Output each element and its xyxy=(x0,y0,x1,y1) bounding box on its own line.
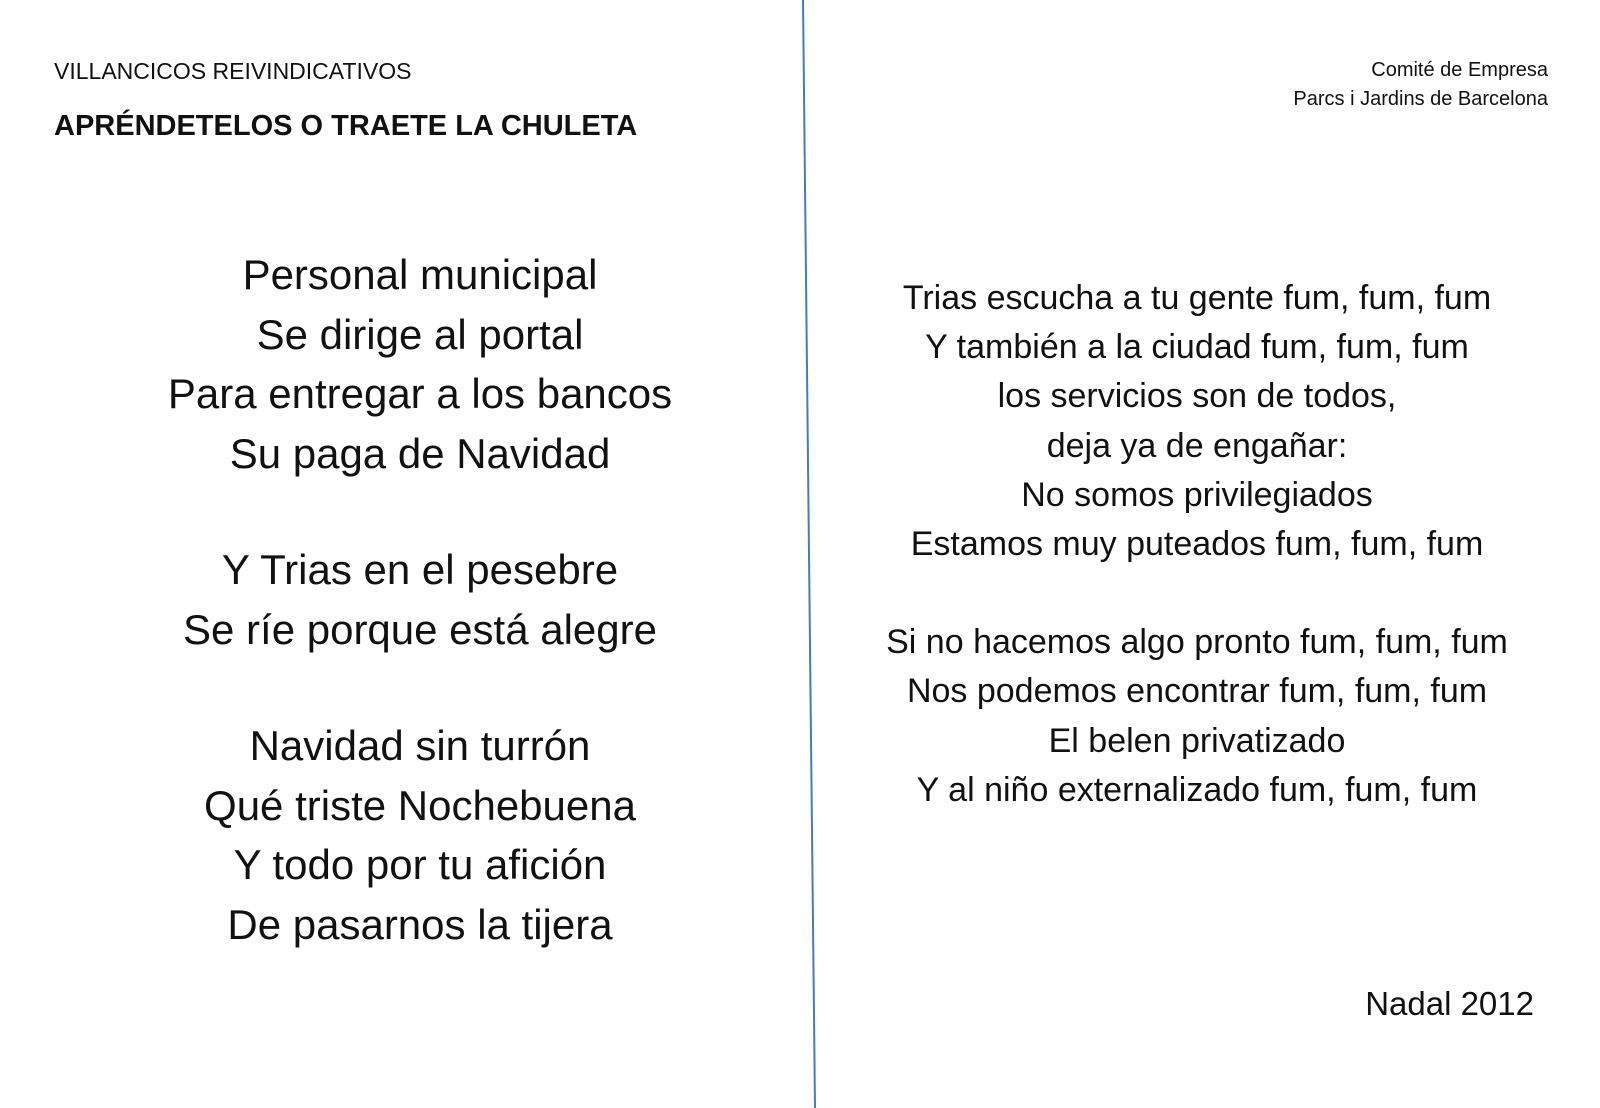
poem-line: Nos podemos encontrar fum, fum, fum xyxy=(906,672,1488,711)
left-poem xyxy=(100,245,740,954)
committee-name: Comité de Empresa xyxy=(1371,59,1548,81)
poem-line: Para entregar a los bancos xyxy=(167,370,673,417)
left-stanza-2 xyxy=(100,540,740,659)
poem-line: deja ya de engañar: xyxy=(1046,426,1348,465)
poem-line: Trias escucha a tu gente fum, fum, fum xyxy=(902,279,1492,317)
right-poem xyxy=(812,274,1582,815)
document-title: APRÉNDETELOS O TRAETE LA CHULETA xyxy=(54,110,638,142)
poem-line: Y Trias en el pesebre xyxy=(221,546,619,593)
poem-line: Y todo por tu afición xyxy=(233,841,607,888)
right-stanza-1 xyxy=(812,274,1582,569)
poem-line: Y al niño externalizado fum, fum, fum xyxy=(916,770,1478,809)
poem-line: No somos privilegiados xyxy=(1021,475,1373,514)
footer-date: Nadal 2012 xyxy=(1365,985,1534,1022)
poem-line: De pasarnos la tijera xyxy=(227,900,613,948)
poem-line: Si no hacemos algo pronto fum, fum, fum xyxy=(886,623,1508,662)
poem-line: Su paga de Navidad xyxy=(229,429,611,477)
left-stanza-1 xyxy=(100,245,740,483)
poem-line: los servicios son de todos, xyxy=(997,377,1397,416)
poem-line: Se dirige al portal xyxy=(256,310,584,358)
poem-line: Qué triste Nochebuena xyxy=(204,781,636,829)
poem-line: Personal municipal xyxy=(242,251,598,298)
poem-line: Estamos muy puteados fum, fum, fum xyxy=(910,525,1484,564)
left-stanza-3 xyxy=(100,716,740,954)
document-subtitle: VILLANCICOS REIVINDICATIVOS xyxy=(54,58,412,84)
poem-line: Navidad sin turrón xyxy=(249,722,591,769)
right-stanza-2 xyxy=(812,618,1582,815)
poem-line: El belen privatizado xyxy=(1048,721,1346,760)
organization-name: Parcs i Jardins de Barcelona xyxy=(1293,88,1548,110)
poem-line: Y también a la ciudad fum, fum, fum xyxy=(925,328,1469,367)
poem-line: Se ríe porque está alegre xyxy=(183,605,657,653)
